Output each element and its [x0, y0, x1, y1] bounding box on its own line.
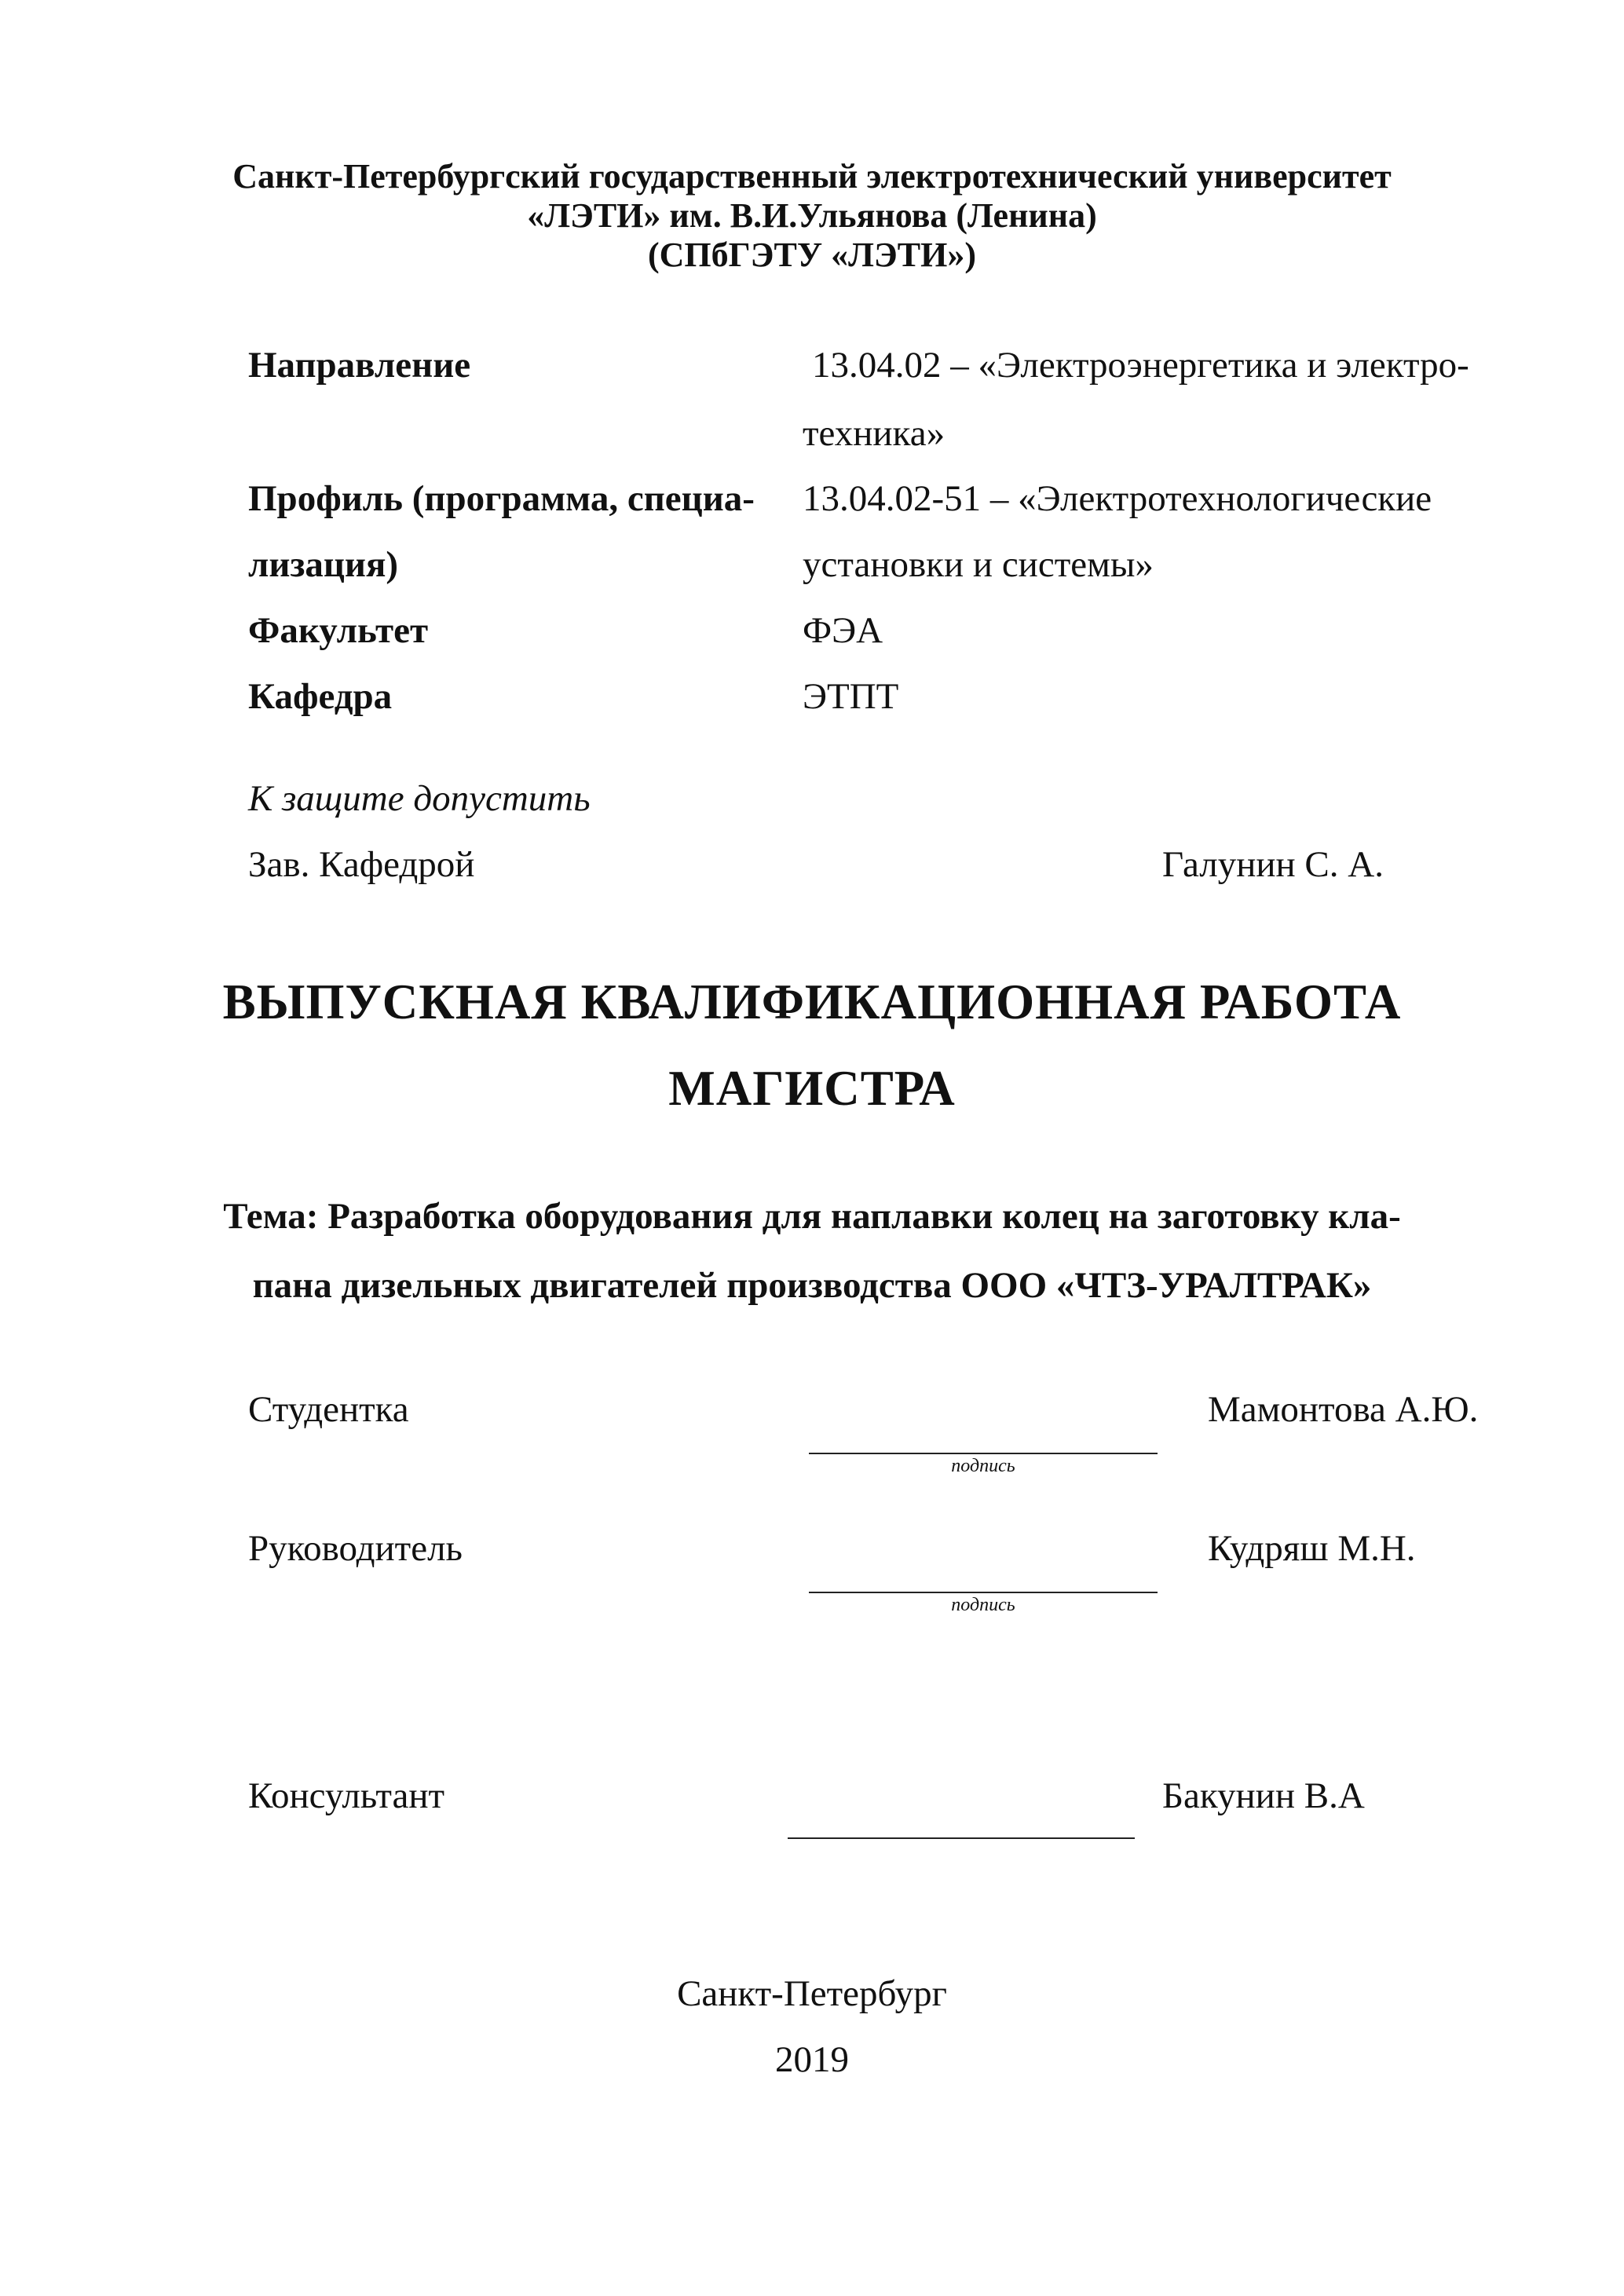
university-short-name: (СПбГЭТУ «ЛЭТИ») — [648, 236, 976, 274]
consultant-name: Бакунин В.А — [1162, 1775, 1365, 1816]
faculty-label: Факультет — [248, 610, 429, 651]
supervisor-signature-line — [809, 1592, 1158, 1593]
document-title-cont: МАГИСТРА — [668, 1061, 956, 1116]
head-of-department-name: Галунин С. А. — [1162, 844, 1384, 885]
department-label: Кафедра — [248, 676, 393, 717]
department-value: ЭТПТ — [803, 676, 899, 717]
topic-line-1: Тема: Разработка оборудования для наплавки колец на заготовку кла- — [223, 1196, 1401, 1237]
topic-line-2: пана дизельных двигателей производства ООО «ЧТЗ-УРАЛТРАК» — [252, 1265, 1372, 1306]
university-abbr-line: «ЛЭТИ» им. В.И.Ульянова (Ленина) — [527, 196, 1097, 235]
profile-label-cont: лизация) — [248, 544, 399, 585]
supervisor-signature-caption: подпись — [951, 1595, 1015, 1615]
university-name: Санкт-Петербургский государственный электротехнический университет — [232, 157, 1392, 196]
city: Санкт-Петербург — [677, 1973, 947, 2014]
document-title: ВЫПУСКНАЯ КВАЛИФИКАЦИОННАЯ РАБОТА — [222, 974, 1402, 1029]
direction-value: 13.04.02 – «Электроэнергетика и электро- — [812, 345, 1469, 386]
consultant-role: Консультант — [248, 1775, 445, 1816]
student-signature-line — [809, 1453, 1158, 1454]
supervisor-role: Руководитель — [248, 1528, 463, 1569]
profile-value: 13.04.02-51 – «Электротехнологические — [803, 478, 1432, 519]
admit-text: К защите допустить — [248, 778, 591, 819]
student-signature-caption: подпись — [951, 1456, 1015, 1476]
faculty-value: ФЭА — [803, 610, 883, 651]
profile-label: Профиль (программа, специа- — [248, 478, 755, 519]
year: 2019 — [775, 2039, 849, 2080]
student-role: Студентка — [248, 1389, 409, 1430]
profile-value-cont: установки и системы» — [803, 544, 1154, 585]
direction-value-cont: техника» — [803, 413, 946, 454]
consultant-signature-line — [788, 1837, 1135, 1839]
head-of-department-label: Зав. Кафедрой — [248, 844, 475, 885]
supervisor-name: Кудряш М.Н. — [1208, 1528, 1416, 1569]
direction-label: Направление — [248, 345, 471, 386]
student-name: Мамонтова А.Ю. — [1208, 1389, 1479, 1430]
